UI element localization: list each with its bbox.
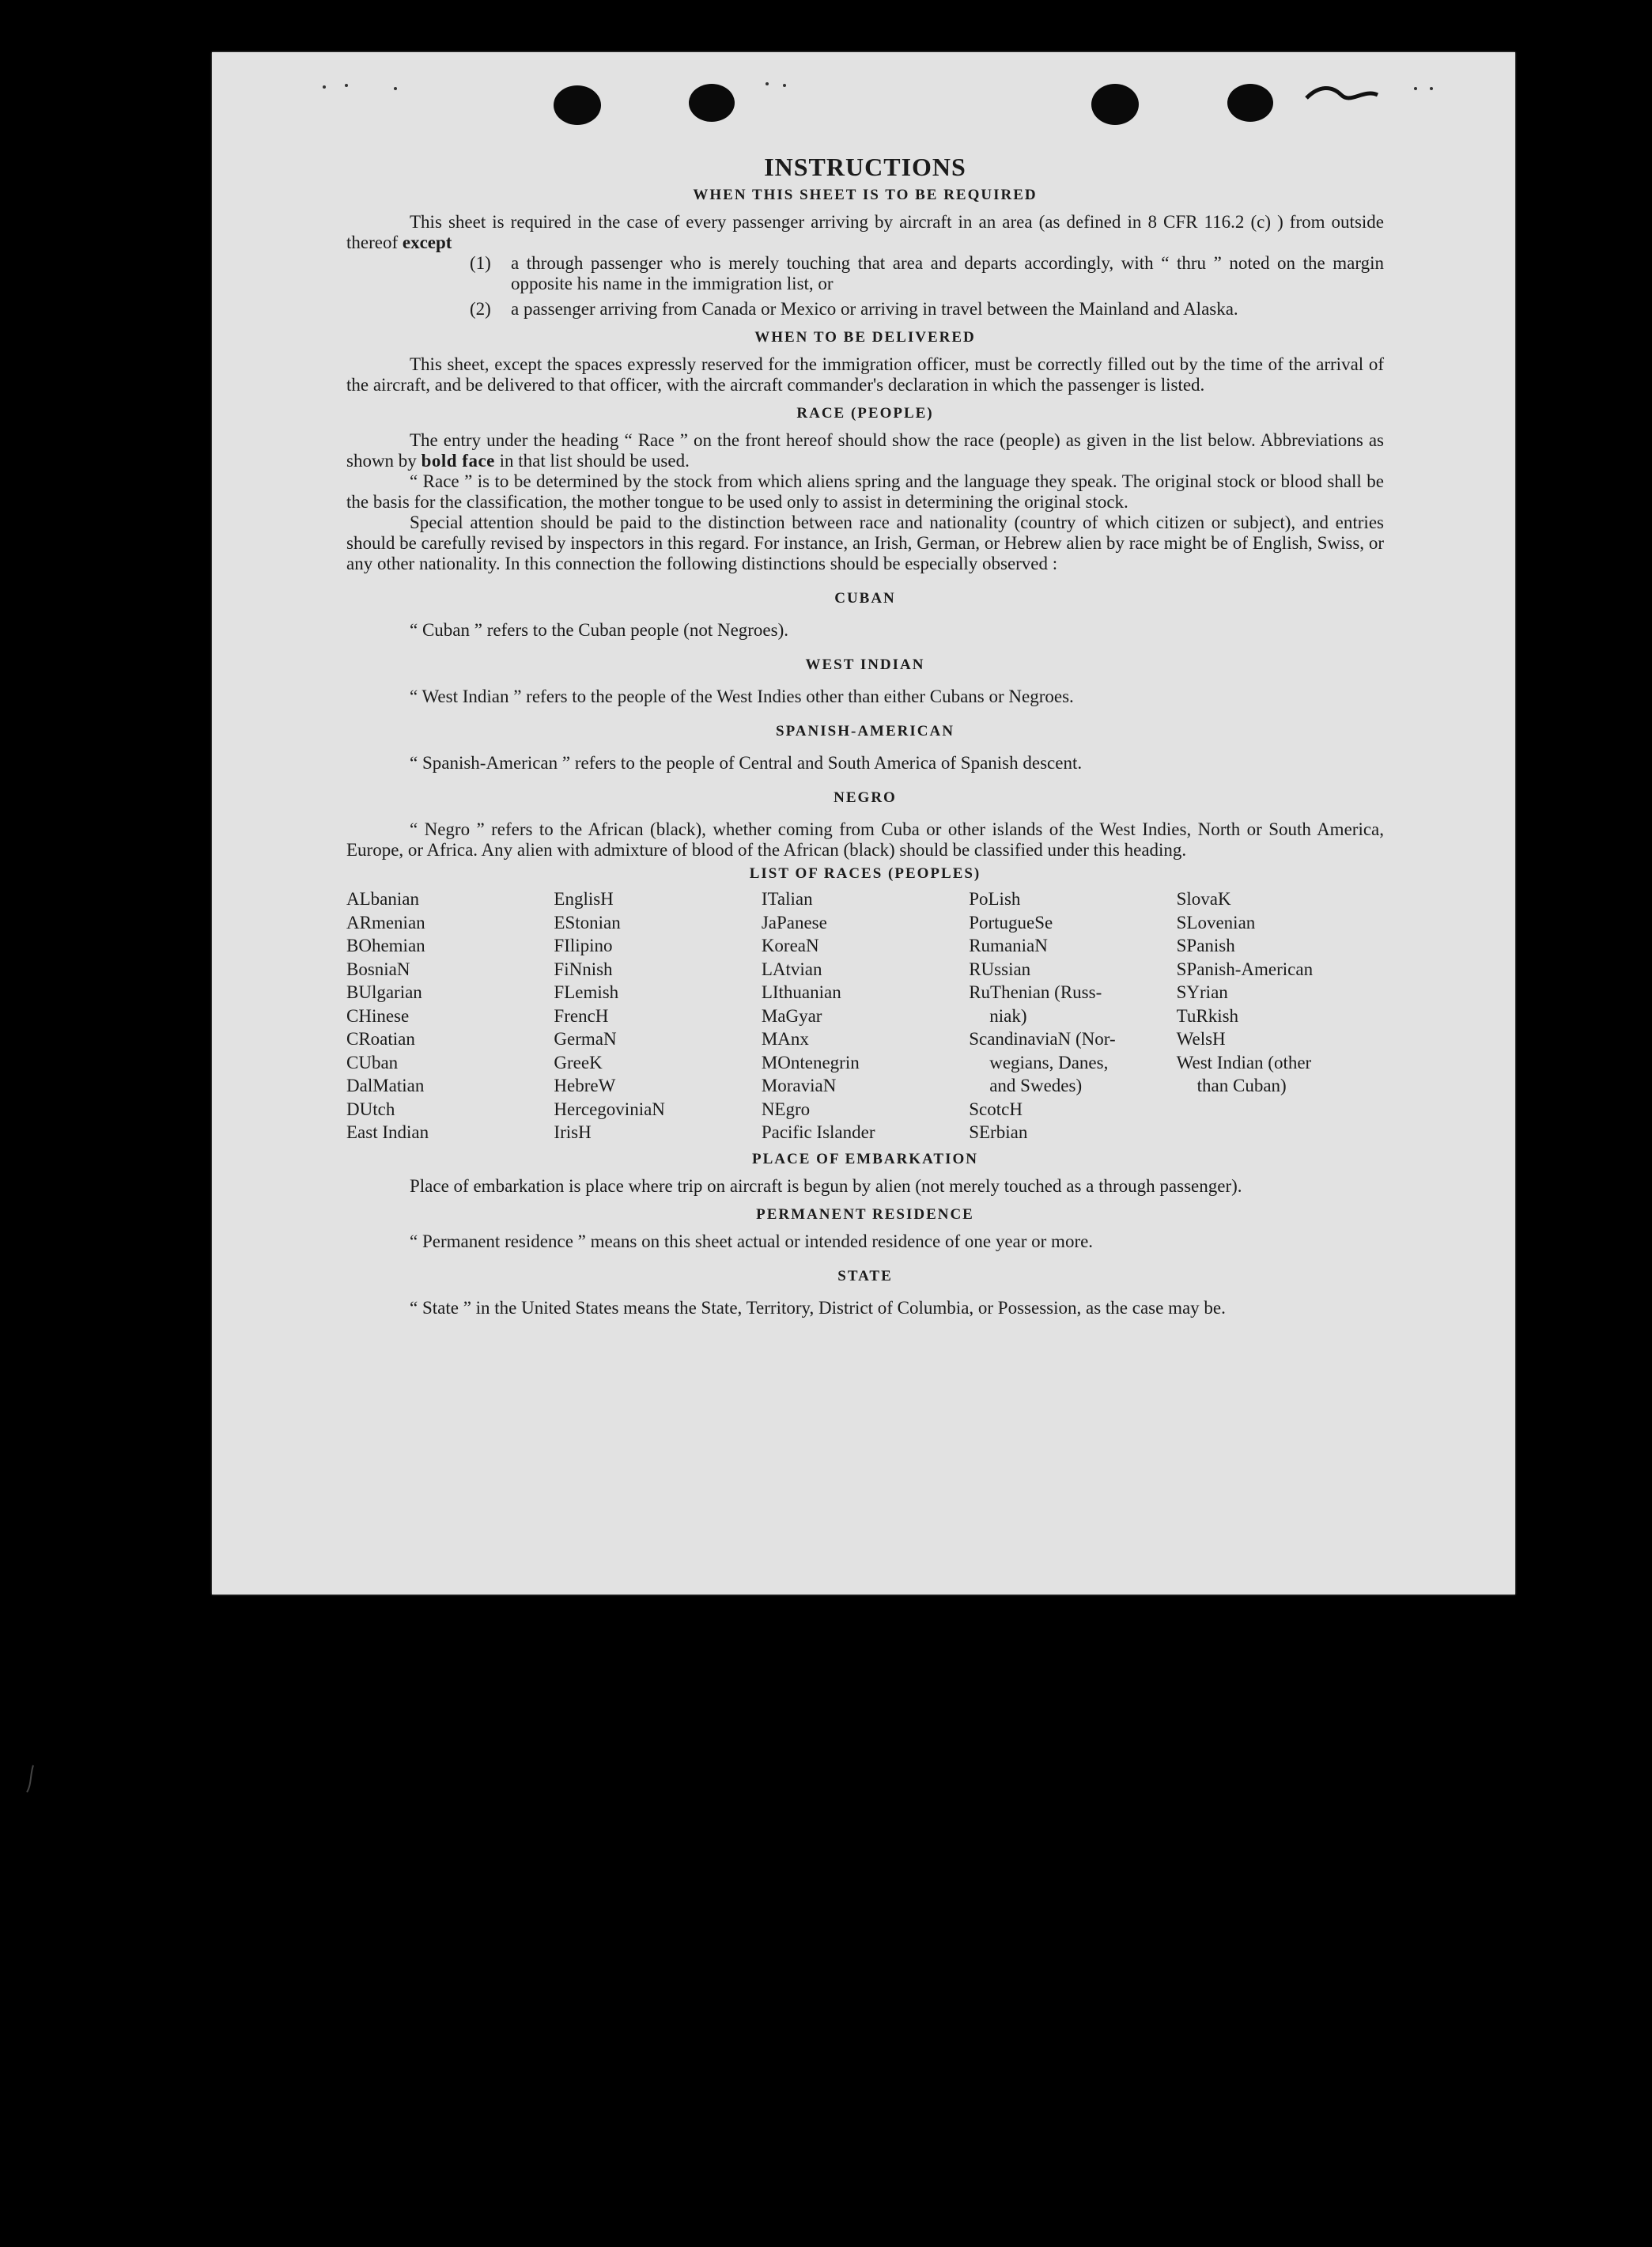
race-item: and Swedes): [989, 1076, 1083, 1095]
races-column: [1177, 887, 1384, 1144]
paragraph-place-of-embarkation: Place of embarkation is place where trip on aircraft is begun by alien (not merely touched as a through passenger).: [410, 1175, 1242, 1196]
race-item: MoraviaN: [761, 1076, 837, 1095]
race-item: CUban: [346, 1052, 399, 1072]
paragraph-cuban: “ Cuban ” refers to the Cuban people (not Negroes).: [410, 620, 789, 640]
speck: [783, 84, 786, 87]
race-item: DUtch: [346, 1099, 395, 1119]
race-item: GermaN: [554, 1029, 617, 1049]
heading-when-delivered: WHEN TO BE DELIVERED: [754, 329, 976, 346]
item-text: a passenger arriving from Canada or Mexico or arriving in travel between the Mainland and Alaska.: [511, 299, 1238, 319]
race-item: HebreW: [554, 1076, 616, 1095]
race-item: West Indian (other: [1176, 1052, 1312, 1072]
speck: [1414, 87, 1417, 90]
heading-race: RACE (PEOPLE): [796, 405, 934, 422]
punch-hole: [1091, 84, 1139, 125]
race-item: RuThenian (Russ-: [969, 982, 1102, 1002]
paragraph-race-2: “ Race ” is to be determined by the stock from which aliens spring and the language they speak. The original stock or blood shall be the basis for the classification, the mother tongue to be used only to assist in determining the original stock.: [346, 471, 1384, 512]
document-sheet: [212, 52, 1515, 1594]
race-item: SPanish-American: [1176, 959, 1314, 979]
race-item: MAnx: [761, 1029, 809, 1049]
speck: [394, 87, 397, 90]
bold-face-text: bold face: [421, 451, 495, 471]
race-item: BUlgarian: [346, 982, 422, 1002]
races-column: [554, 887, 761, 1144]
race-item: BosniaN: [346, 959, 410, 979]
text: This sheet is required in the case of every passenger arriving by aircraft in an area (as defined in 8 CFR 116.2 (c) ) from outside thereof: [346, 212, 1384, 252]
race-item: RUssian: [969, 959, 1031, 979]
race-item: SErbian: [969, 1122, 1028, 1142]
race-item: FIlipino: [554, 936, 613, 955]
paragraph-state: “ State ” in the United States means the State, Territory, District of Columbia, or Possession, as the case may be.: [410, 1297, 1226, 1318]
race-item: wegians, Danes,: [989, 1052, 1109, 1072]
race-item: NEgro: [761, 1099, 811, 1119]
instructions-content: [346, 153, 1384, 1318]
punch-hole: [554, 85, 601, 125]
race-item: East Indian: [346, 1122, 429, 1142]
heading-cuban: CUBAN: [834, 590, 896, 607]
race-item: FLemish: [554, 982, 619, 1002]
paragraph-when-delivered: This sheet, except the spaces expressly reserved for the immigration officer, must be correctly filled out by the time of the arrival of the aircraft, and be delivered to that officer, with the aircraft commander's declaration in which the passenger is listed.: [346, 354, 1384, 395]
heading-negro: NEGRO: [834, 789, 897, 806]
race-item: IrisH: [554, 1122, 592, 1142]
heading-place-of-embarkation: PLACE OF EMBARKATION: [752, 1150, 978, 1167]
race-item: PoLish: [969, 889, 1021, 909]
race-item: WelsH: [1176, 1029, 1226, 1049]
race-item: ARmenian: [346, 912, 425, 932]
item-number: (2): [470, 299, 491, 319]
paragraph-permanent-residence: “ Permanent residence ” means on this sheet actual or intended residence of one year or more.: [410, 1231, 1094, 1251]
paragraph-spanish-american: “ Spanish-American ” refers to the people of Central and South America of Spanish descent.: [410, 753, 1083, 773]
speck: [1430, 87, 1433, 90]
heading-when-required: WHEN THIS SHEET IS TO BE REQUIRED: [693, 187, 1038, 203]
heading-west-indian: WEST INDIAN: [805, 656, 925, 673]
races-column: [346, 887, 554, 1144]
race-item: SPanish: [1176, 936, 1235, 955]
pen-mark: [1303, 81, 1382, 104]
race-item: RumaniaN: [969, 936, 1048, 955]
race-item: DalMatian: [346, 1076, 425, 1095]
race-item: ALbanian: [346, 889, 419, 909]
race-item: ScotcH: [969, 1099, 1023, 1119]
punch-hole: [1227, 84, 1273, 122]
race-item: JaPanese: [761, 912, 827, 932]
paragraph-when-required: [346, 212, 1384, 253]
races-column: [762, 887, 969, 1144]
paragraph-race-1: [346, 430, 1384, 471]
race-item: MOntenegrin: [761, 1052, 860, 1072]
race-item: TuRkish: [1176, 1005, 1239, 1026]
punch-hole: [689, 84, 735, 122]
race-item: LAtvian: [761, 959, 822, 979]
race-item: CRoatian: [346, 1029, 415, 1049]
race-item: EStonian: [554, 912, 621, 932]
item-text: a through passenger who is merely touching that area and departs accordingly, with “ thru ” noted on the margin opposite his name in the immigration list, or: [511, 253, 1384, 293]
race-item: ITalian: [761, 889, 813, 909]
stray-mark: [24, 1764, 40, 1795]
paragraph-west-indian: “ West Indian ” refers to the people of the West Indies other than either Cubans or Negroes.: [410, 687, 1074, 706]
race-item: SlovaK: [1176, 889, 1231, 909]
race-item: SYrian: [1176, 982, 1228, 1002]
heading-permanent-residence: PERMANENT RESIDENCE: [756, 1205, 974, 1223]
race-item: KoreaN: [761, 936, 819, 955]
race-item: SLovenian: [1176, 912, 1256, 932]
race-item: PortugueSe: [969, 912, 1053, 932]
race-item: BOhemian: [346, 936, 425, 955]
race-item: MaGyar: [761, 1005, 822, 1026]
text: in that list should be used.: [494, 451, 690, 471]
item-number: (1): [470, 253, 491, 273]
heading-spanish-american: SPANISH-AMERICAN: [776, 723, 955, 740]
speck: [345, 84, 348, 87]
page-title: INSTRUCTIONS: [764, 153, 966, 181]
race-item: LIthuanian: [761, 982, 841, 1002]
race-item: than Cuban): [1196, 1076, 1287, 1095]
race-item: CHinese: [346, 1005, 410, 1026]
race-item: FrencH: [554, 1005, 609, 1026]
speck: [766, 82, 769, 85]
races-list: [346, 887, 1384, 1144]
race-item: FiNnish: [554, 959, 613, 979]
race-item: niak): [989, 1005, 1027, 1026]
race-item: ScandinaviaN (Nor-: [969, 1029, 1116, 1049]
race-item: Pacific Islander: [761, 1122, 875, 1142]
race-item: GreeK: [554, 1052, 603, 1072]
heading-list-of-races: LIST OF RACES (PEOPLES): [749, 865, 981, 882]
races-column: [969, 887, 1176, 1144]
heading-state: STATE: [837, 1267, 893, 1284]
speck: [323, 85, 326, 89]
paragraph-race-3: Special attention should be paid to the distinction between race and nationality (country of which citizen or subject), and entries should be carefully revised by inspectors in this regard. For instance, an Irish, German, or Hebrew alien by race might be of English, Swiss, or any other nationality. In this connection the following distinctions should be especially observed :: [346, 513, 1384, 573]
text: The entry under the heading “ Race ” on the front hereof should show the race (people) as given in the list below. Abbreviations as shown by: [346, 430, 1384, 471]
race-item: EnglisH: [554, 889, 614, 909]
list-item: [470, 253, 1384, 294]
list-item: [470, 299, 1384, 320]
race-item: HercegoviniaN: [554, 1099, 665, 1119]
paragraph-negro: “ Negro ” refers to the African (black), whether coming from Cuba or other islands of the West Indies, North or South America, Europe, or Africa. Any alien with admixture of blood of the African (black) should be classified under this heading.: [346, 819, 1384, 860]
bold-except: except: [402, 233, 452, 252]
